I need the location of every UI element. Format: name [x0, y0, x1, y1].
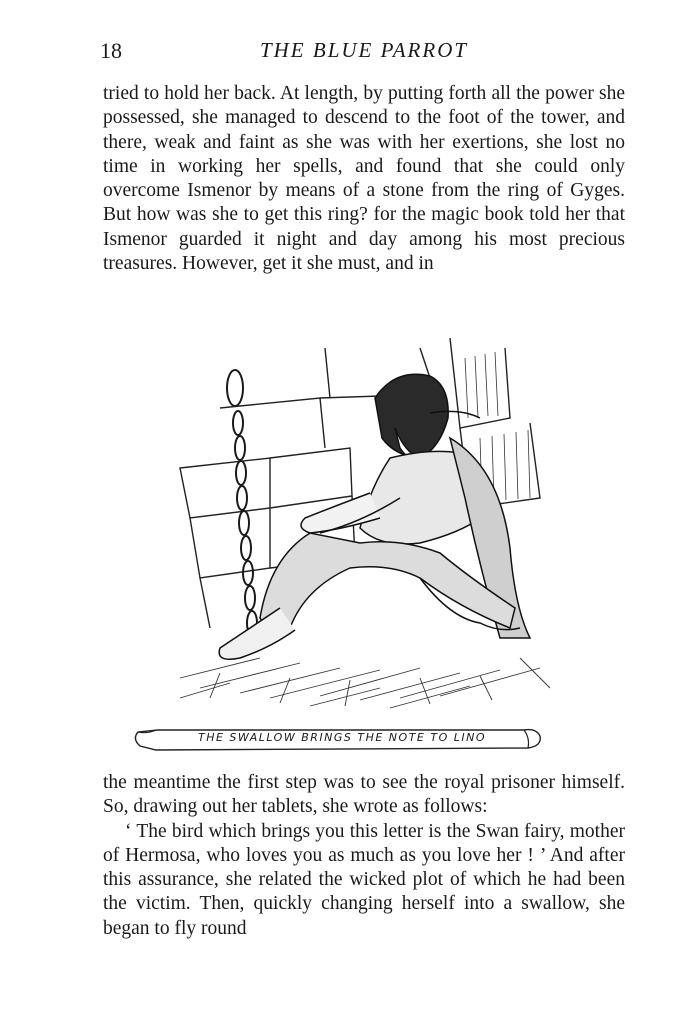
illustration: [120, 318, 560, 718]
top-text-block: [103, 82, 625, 276]
page-header: [100, 38, 628, 68]
illustration-caption-banner: [128, 722, 548, 756]
paragraph: ‘ The bird which brings you this letter is the Swan fairy, mother of Hermosa, who loves you as much as you love her ! ’ And after this assurance, she related the wicked plot of which he had been the victim. Then, quickly changing herself into a swallow, she began to fly round: [103, 820, 625, 939]
bottom-text-block: [103, 771, 625, 941]
paragraph: the meantime the first step was to see the royal prisoner himself. So, drawing out her tablets, she wrote as follows:: [103, 772, 625, 818]
paragraph: tried to hold her back. At length, by putting forth all the power she possessed, she managed to descend to the foot of the tower, and there, weak and faint as she was with her exertions, she lost no time in working her spells, and found that she could only overcome Ismenor by means of a stone from the ring of Gyges. But how was she to get this ring? for the magic book told her that Ismenor guarded it night and day among his most precious treasures. However, get it she must, and in: [103, 83, 625, 275]
illustration-drawing: [120, 318, 560, 718]
illustration-caption: THE SWALLOW BRINGS THE NOTE TO LINO: [197, 731, 486, 744]
running-title: THE BLUE PARROT: [259, 38, 469, 62]
page-number: 18: [100, 38, 122, 63]
